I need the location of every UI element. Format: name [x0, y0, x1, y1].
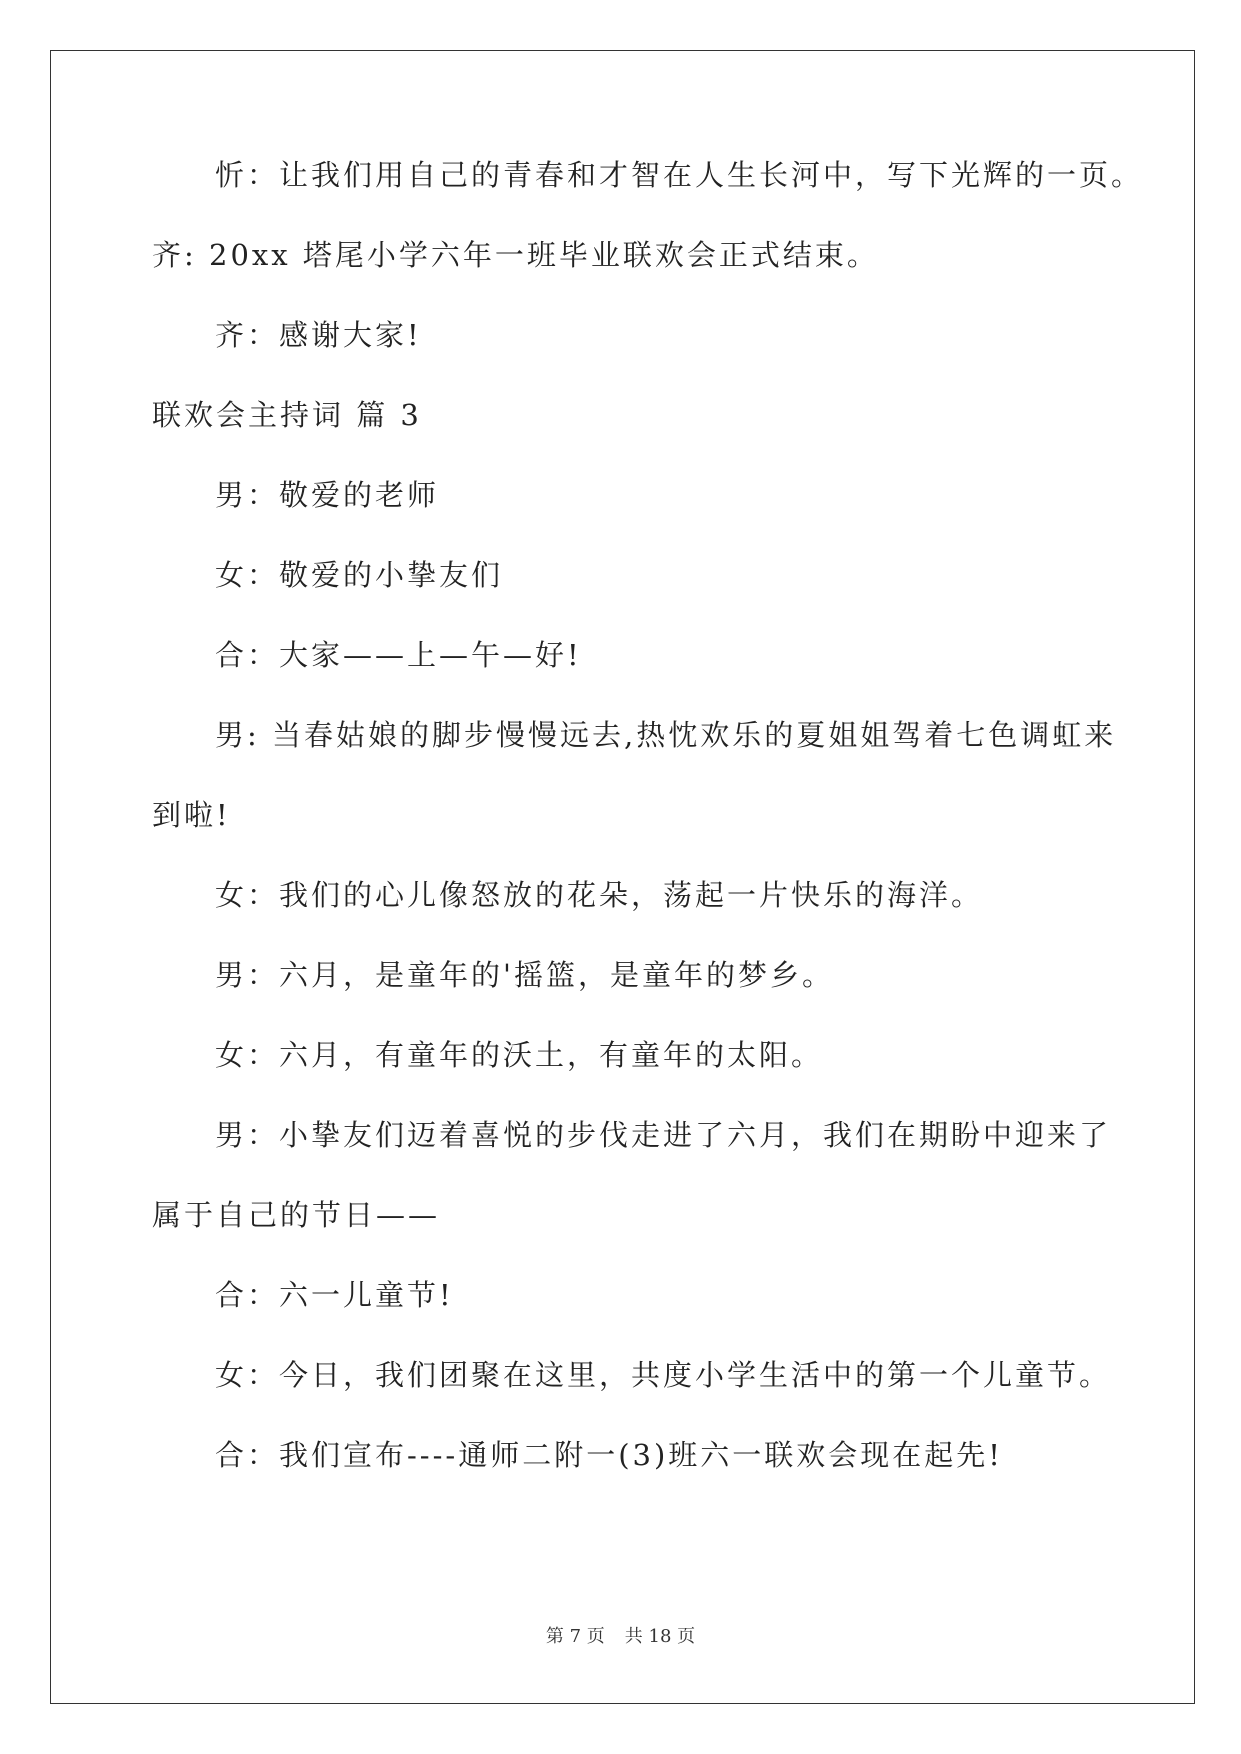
page-number: 第 7 页 [545, 1626, 605, 1647]
text-line-1: 忻：让我们用自己的青春和才智在人生长河中，写下光辉的一页。 [215, 158, 1144, 192]
text-line-5: 男：敬爱的老师 [215, 478, 440, 512]
text-line-13: 男：小挚友们迈着喜悦的步伐走进了六月，我们在期盼中迎来了 [215, 1118, 1112, 1152]
text-line-2: 齐: 20xx 塔尾小学六年一班毕业联欢会正式结束。 [152, 238, 879, 272]
text-line-14: 属于自己的节日—— [152, 1198, 441, 1232]
text-line-9: 到啦! [152, 798, 231, 832]
text-line-16: 女：今日，我们团聚在这里，共度小学生活中的第一个儿童节。 [215, 1358, 1112, 1392]
text-line-17: 合：我们宣布----通师二附一(3)班六一联欢会现在起先! [215, 1438, 1003, 1472]
page-total: 共 18 页 [624, 1626, 696, 1647]
text-line-15: 合：六一儿童节! [215, 1278, 454, 1312]
text-line-10: 女：我们的心儿像怒放的花朵，荡起一片快乐的海洋。 [215, 878, 984, 912]
text-line-3: 齐：感谢大家! [215, 318, 422, 352]
text-line-6: 女：敬爱的小挚友们 [215, 558, 504, 592]
text-line-12: 女：六月，有童年的沃土，有童年的太阳。 [215, 1038, 824, 1072]
text-line-8: 男: 当春姑娘的脚步慢慢远去,热忱欢乐的夏姐姐驾着七色调虹来 [215, 718, 1117, 752]
text-line-7: 合：大家——上—午—好! [215, 638, 582, 672]
section-heading: 联欢会主持词 篇 3 [152, 398, 422, 432]
page-footer [0, 1625, 1241, 1649]
text-line-11: 男：六月，是童年的'摇篮，是童年的梦乡。 [215, 958, 834, 992]
